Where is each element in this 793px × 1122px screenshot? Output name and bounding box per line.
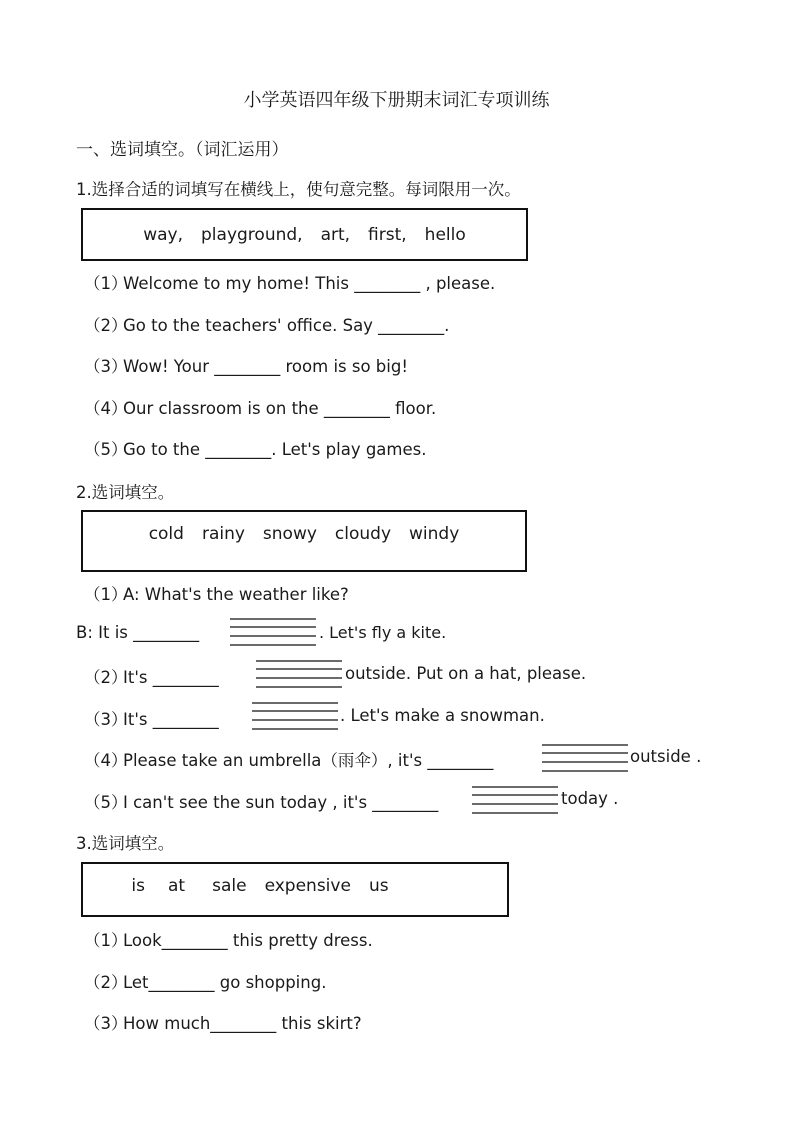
q2-item-4: （4）Please take an umbrella（雨伞）, it's ________ xyxy=(84,751,494,770)
stacked-lines-image xyxy=(252,702,338,732)
q1-item-3: （3）Wow! Your ________ room is so big! xyxy=(84,357,408,376)
q2-item-1b: B: It is ________ xyxy=(76,623,200,642)
word-bank-word: sale xyxy=(212,876,247,896)
section-heading: 一、选词填空。（词汇运用） xyxy=(76,140,289,160)
q3-instruction: 3.选词填空。 xyxy=(76,834,175,853)
word-bank-word: art, xyxy=(320,224,351,245)
q1-item-1: （1）Welcome to my home! This ________ , please. xyxy=(84,274,496,293)
word-bank-word: windy xyxy=(409,524,460,544)
word-bank-word: first, xyxy=(368,224,407,245)
q2-item-5: （5）I can't see the sun today , it's ________ xyxy=(84,793,439,812)
q1-item-4: （4）Our classroom is on the ________ floor. xyxy=(84,399,437,418)
q2-word-bank xyxy=(81,510,527,572)
q2-instruction: 2.选词填空。 xyxy=(76,483,175,502)
word-bank-word: way, xyxy=(143,224,184,245)
q3-item-1: （1）Look________ this pretty dress. xyxy=(84,931,373,950)
q3-item-2: （2）Let________ go shopping. xyxy=(84,973,327,992)
q1-word-bank xyxy=(81,208,528,261)
word-bank-word: playground, xyxy=(201,224,303,245)
word-bank-word: cloudy xyxy=(334,524,392,544)
word-bank-word: snowy xyxy=(262,524,317,544)
word-bank-word: rainy xyxy=(201,524,245,544)
q2-item-3: （3）It's ________ xyxy=(84,710,219,729)
worksheet-title: 小学英语四年级下册期末词汇专项训练 xyxy=(243,90,550,111)
stacked-lines-image xyxy=(472,786,558,816)
word-bank-word: hello xyxy=(424,224,466,245)
word-bank-word: at xyxy=(168,876,186,896)
q2-item-2: （2）It's ________ xyxy=(84,668,219,687)
word-bank-word: is xyxy=(131,876,146,896)
word-bank-word: cold xyxy=(148,524,184,544)
word-bank-word: expensive xyxy=(264,876,351,896)
q3-item-3: （3）How much________ this skirt? xyxy=(84,1014,362,1033)
word-bank-word: us xyxy=(368,876,389,896)
q1-item-2: （2）Go to the teachers' office. Say ________. xyxy=(84,316,450,335)
stacked-lines-image xyxy=(230,618,316,648)
q3-word-bank xyxy=(81,862,509,917)
q1-item-5: （5）Go to the ________. Let's play games. xyxy=(84,440,427,459)
stacked-lines-image xyxy=(256,660,342,690)
q1-instruction: 1.选择合适的词填写在横线上，使句意完整。每词限用一次。 xyxy=(76,180,521,199)
stacked-lines-image xyxy=(542,744,628,774)
q2-item-1: （1）A: What's the weather like? xyxy=(84,585,349,604)
